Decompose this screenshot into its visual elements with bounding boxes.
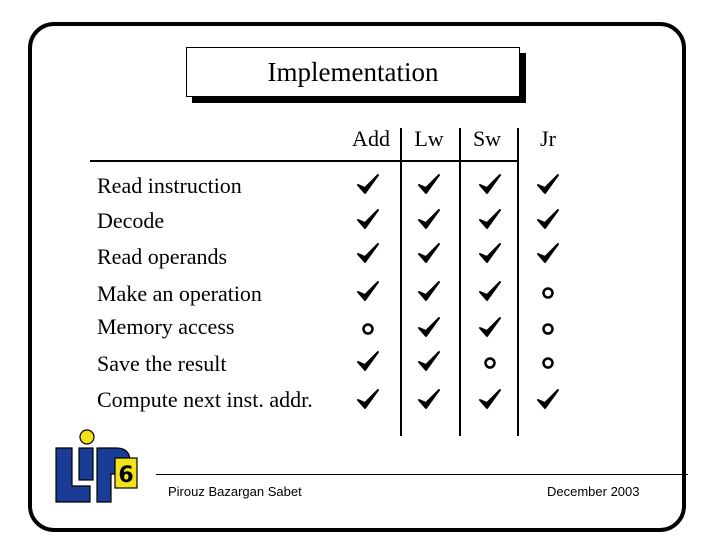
- column-divider: [517, 128, 519, 436]
- row-label: Read operands: [97, 244, 228, 269]
- check-icon: [477, 172, 503, 198]
- slide-title: Implementation: [186, 47, 520, 97]
- row-label: Memory access: [97, 314, 235, 339]
- check-icon: [477, 241, 503, 267]
- row-label: Decode: [97, 208, 165, 233]
- circle-icon: [477, 349, 503, 375]
- check-icon: [535, 387, 561, 413]
- column-divider: [459, 128, 461, 436]
- check-icon: [535, 207, 561, 233]
- column-header-add: Add: [352, 126, 390, 151]
- check-icon: [416, 279, 442, 305]
- circle-icon: [535, 349, 561, 375]
- column-header-lw: Lw: [414, 126, 444, 151]
- check-icon: [535, 241, 561, 267]
- lip6-logo: [50, 428, 140, 508]
- row-label: Compute next inst. addr.: [97, 387, 313, 412]
- footer-rule: [156, 474, 688, 475]
- check-icon: [416, 315, 442, 341]
- column-header-jr: Jr: [540, 126, 556, 151]
- check-icon: [355, 279, 381, 305]
- check-icon: [355, 387, 381, 413]
- table-header-rule: [90, 160, 519, 162]
- check-icon: [416, 387, 442, 413]
- circle-icon: [535, 279, 561, 305]
- check-icon: [416, 207, 442, 233]
- check-icon: [535, 172, 561, 198]
- circle-icon: [535, 315, 561, 341]
- column-divider: [400, 128, 402, 436]
- check-icon: [416, 241, 442, 267]
- footer-author: Pirouz Bazargan Sabet: [168, 484, 302, 499]
- svg-text:6: 6: [118, 463, 134, 488]
- check-icon: [355, 241, 381, 267]
- check-icon: [477, 207, 503, 233]
- circle-icon: [355, 315, 381, 341]
- check-icon: [355, 207, 381, 233]
- check-icon: [477, 315, 503, 341]
- check-icon: [355, 349, 381, 375]
- column-header-sw: Sw: [472, 126, 502, 151]
- check-icon: [355, 172, 381, 198]
- row-label: Read instruction: [97, 173, 242, 198]
- check-icon: [477, 387, 503, 413]
- check-icon: [477, 279, 503, 305]
- row-label: Make an operation: [97, 281, 262, 306]
- footer-date: December 2003: [547, 484, 640, 499]
- row-label: Save the result: [97, 351, 227, 376]
- check-icon: [416, 172, 442, 198]
- check-icon: [416, 349, 442, 375]
